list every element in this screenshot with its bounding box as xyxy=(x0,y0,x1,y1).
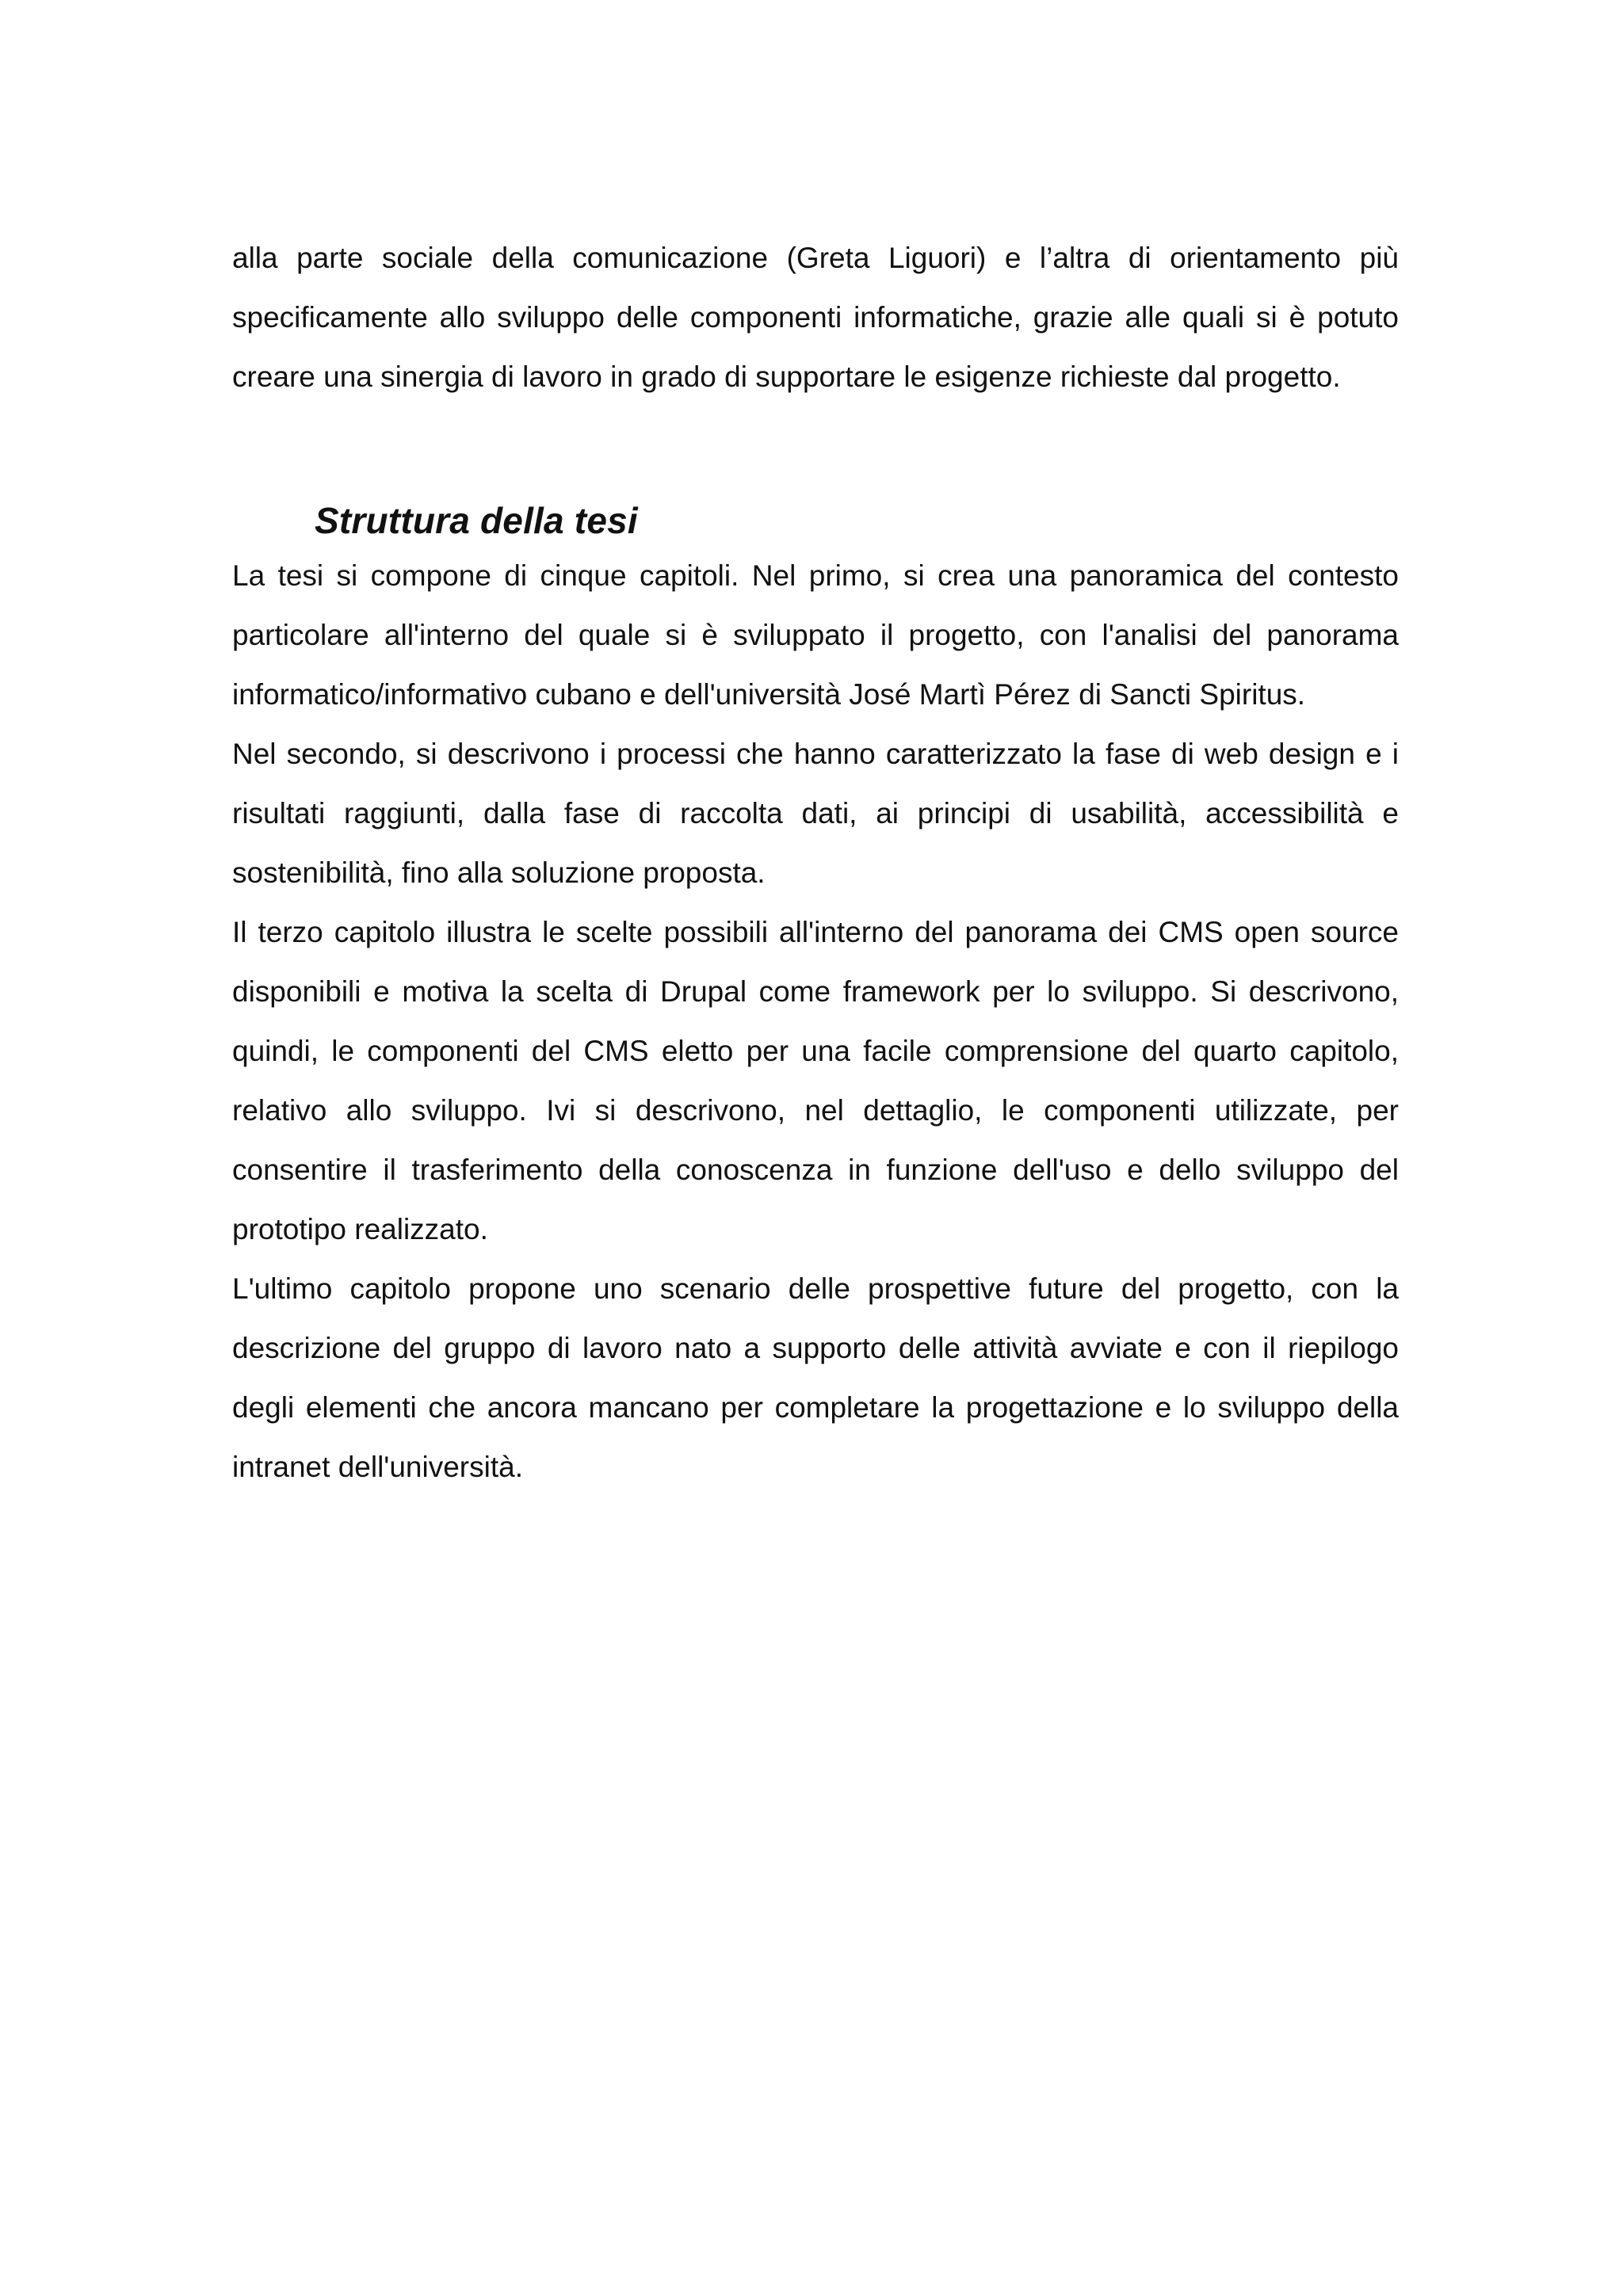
paragraph-chapter-three-four: Il terzo capitolo illustra le scelte possibili all'interno del panorama dei CMS open source disponibili e motiva la scelta di Drupal come framework per lo sviluppo. Si descrivono, quindi, le componenti del CMS eletto per una facile comprensione del quarto capitolo, relativo allo sviluppo. Ivi si descrivono, nel dettaglio, le componenti utilizzate, per consentire il trasferimento della conoscenza in funzione dell'uso e dello sviluppo del prototipo realizzato. xyxy=(232,916,1399,1245)
paragraph-chapter-two: Nel secondo, si descrivono i processi che hanno caratterizzato la fase di web design e i risultati raggiunti, dalla fase di raccolta dati, ai principi di usabilità, accessibilità e sostenibilità, fino alla soluzione proposta. xyxy=(232,738,1399,889)
section-heading: Struttura della tesi xyxy=(315,500,638,541)
intro-paragraph: alla parte sociale della comunicazione (Greta Liguori) e l’altra di orientamento più specificamente allo sviluppo delle componenti informatiche, grazie alle quali si è potuto creare una sinergia di lavoro in grado di supportare le esigenze richieste dal progetto. xyxy=(232,242,1399,393)
document-page xyxy=(232,228,1399,1497)
paragraph-chapter-five: L'ultimo capitolo propone uno scenario delle prospettive future del progetto, con la descrizione del gruppo di lavoro nato a supporto delle attività avviate e con il riepilogo degli elementi che ancora mancano per completare la progettazione e lo sviluppo della intranet dell'università. xyxy=(232,1272,1399,1483)
paragraph-chapter-one: La tesi si compone di cinque capitoli. Nel primo, si crea una panoramica del contesto particolare all'interno del quale si è sviluppato il progetto, con l'analisi del panorama informatico/informativo cubano e dell'università José Martì Pérez di Sancti Spiritus. xyxy=(232,559,1399,711)
